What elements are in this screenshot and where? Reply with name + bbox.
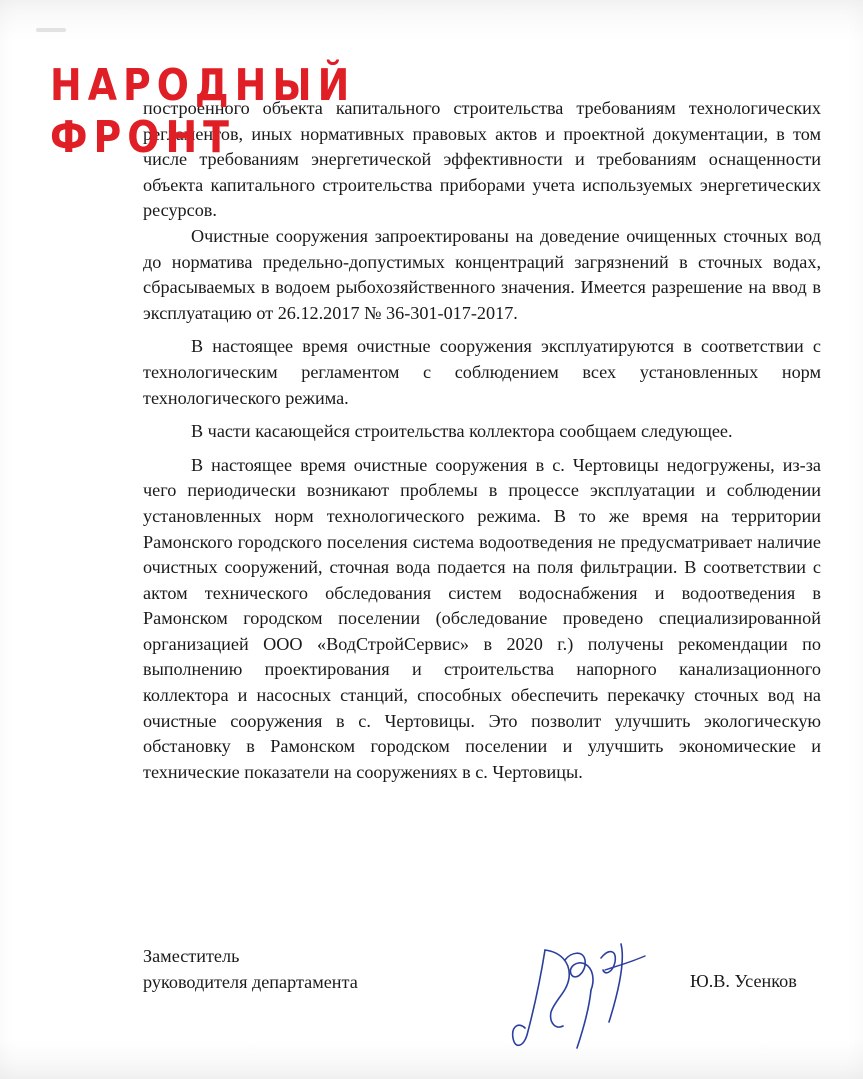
paragraph-treatment-design: Очистные сооружения запроектированы на доведение очищенных сточных вод до норматива предельно-допустимых концентраций загрязнений в сточных водах, сбрасываемых в водоем рыбохозяйственного значения. Имеется разрешение на ввод в эксплуатацию от 26.12.2017 № 36-301-017-2017. <box>143 225 821 323</box>
signatory-title-line-1: Заместитель <box>143 946 240 966</box>
paragraph-collector-intro: В части касающейся строительства коллектора сообщаем следующее. <box>191 421 733 442</box>
letter-body <box>143 96 821 785</box>
signatory-name: Ю.В. Усенков <box>690 971 797 991</box>
scan-smudge <box>36 28 66 32</box>
paragraph-continuation: построенного объекта капитального строительства требованиям технологических регламентов, иных нормативных правовых актов и проектной документации, в том числе требованиям энергетической эффективности и требованиям оснащенности объекта капитального строительства приборами учета используемых энергетических ресурсов. <box>143 98 821 221</box>
paragraph-current-operation: В настоящее время очистные сооружения эксплуатируются в соответствии с технологическим регламентом с соблюдением всех установленных норм технологического режима. <box>143 336 821 408</box>
narodny-front-logo <box>50 60 356 164</box>
signatory-title-line-2: руководителя департамента <box>143 971 358 992</box>
logo-line-1: НАРОДНЫЙ <box>50 60 356 111</box>
signatory-title <box>143 944 358 995</box>
handwritten-signature <box>505 930 655 1055</box>
paragraph-collector-details: В настоящее время очистные сооружения в с. Чертовицы недогружены, из-за чего периодически возникают проблемы в процессе эксплуатации и соблюдении установленных норм технологического режима. В то же время на территории Рамонского городского поселения система водоотведения не предусматривает наличие очистных сооружений, сточная вода подается на поля фильтрации. В соответствии с актом технического обследования систем водоснабжения и водоотведения в Рамонском городском поселении (обследование проведено специализированной организацией ООО «ВодСтройСервис» в 2020 г.) получены рекомендации по выполнению проектирования и строительства напорного канализационного коллектора и насосных станций, способных обеспечить перекачку сточных вод на очистные сооружения в с. Чертовицы. Это позволит улучшить экологическую обстановку в Рамонском городском поселении и улучшить экономические и технические показатели на сооружениях в с. Чертовицы. <box>143 454 821 782</box>
logo-line-2: ФРОНТ <box>50 112 236 163</box>
